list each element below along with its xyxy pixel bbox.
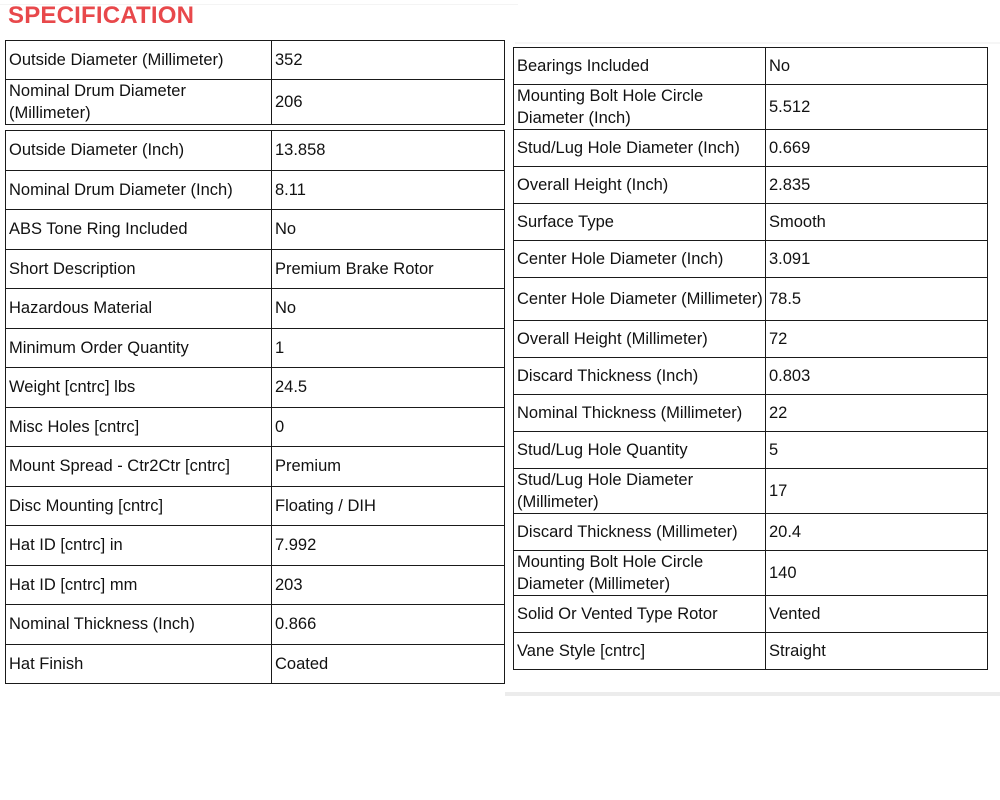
spec-label: Nominal Drum Diameter (Inch) [6, 170, 272, 210]
table-row [6, 41, 505, 80]
table-row [6, 328, 505, 368]
table-row [6, 289, 505, 329]
spec-label: Stud/Lug Hole Quantity [514, 432, 766, 469]
spec-label: Minimum Order Quantity [6, 328, 272, 368]
spec-label: Discard Thickness (Inch) [514, 358, 766, 395]
spec-label: Mounting Bolt Hole Circle Diameter (Millimeter) [514, 551, 766, 596]
table-row [514, 469, 988, 514]
spec-value: No [766, 48, 988, 85]
right-table-bottom-rule [505, 692, 1000, 696]
spec-value: 203 [272, 565, 505, 605]
table-row [514, 241, 988, 278]
specification-heading: SPECIFICATION [8, 2, 195, 29]
spec-label: Overall Height (Millimeter) [514, 321, 766, 358]
table-row [514, 358, 988, 395]
table-row [514, 596, 988, 633]
spec-value: 17 [766, 469, 988, 514]
spec-value: 22 [766, 395, 988, 432]
spec-value: 72 [766, 321, 988, 358]
spec-label: Misc Holes [cntrc] [6, 407, 272, 447]
table-row [6, 210, 505, 250]
table-row [514, 432, 988, 469]
spec-label: Mounting Bolt Hole Circle Diameter (Inch) [514, 85, 766, 130]
spec-value: Floating / DIH [272, 486, 505, 526]
table-row [514, 48, 988, 85]
left-spec-table-body [5, 130, 505, 684]
table-row [6, 80, 505, 125]
spec-value: 5.512 [766, 85, 988, 130]
spec-label: Center Hole Diameter (Inch) [514, 241, 766, 278]
table-row [6, 447, 505, 487]
spec-label: Hat Finish [6, 644, 272, 684]
table-row [6, 486, 505, 526]
table-row [514, 551, 988, 596]
spec-label: ABS Tone Ring Included [6, 210, 272, 250]
spec-label: Outside Diameter (Inch) [6, 131, 272, 171]
spec-label: Nominal Thickness (Millimeter) [514, 395, 766, 432]
spec-value: 140 [766, 551, 988, 596]
spec-label: Weight [cntrc] lbs [6, 368, 272, 408]
spec-value: 0.669 [766, 130, 988, 167]
spec-value: No [272, 289, 505, 329]
table-row [514, 395, 988, 432]
table-row [6, 407, 505, 447]
table-row [6, 526, 505, 566]
spec-value: 206 [272, 80, 505, 125]
spec-value: 2.835 [766, 167, 988, 204]
table-row [6, 605, 505, 645]
table-row [514, 204, 988, 241]
table-row [514, 167, 988, 204]
table-row [514, 85, 988, 130]
table-row [6, 249, 505, 289]
spec-label: Stud/Lug Hole Diameter (Inch) [514, 130, 766, 167]
spec-label: Solid Or Vented Type Rotor [514, 596, 766, 633]
left-spec-table [5, 40, 505, 125]
spec-value: 13.858 [272, 131, 505, 171]
spec-label: Short Description [6, 249, 272, 289]
spec-label: Stud/Lug Hole Diameter (Millimeter) [514, 469, 766, 514]
spec-value: 5 [766, 432, 988, 469]
table-row [6, 368, 505, 408]
table-row [514, 278, 988, 321]
spec-label: Overall Height (Inch) [514, 167, 766, 204]
spec-value: Coated [272, 644, 505, 684]
spec-value: Premium [272, 447, 505, 487]
spec-label: Surface Type [514, 204, 766, 241]
spec-value: Vented [766, 596, 988, 633]
spec-label: Bearings Included [514, 48, 766, 85]
table-row [6, 170, 505, 210]
spec-value: 20.4 [766, 514, 988, 551]
spec-label: Hazardous Material [6, 289, 272, 329]
spec-label: Nominal Thickness (Inch) [6, 605, 272, 645]
spec-value: 3.091 [766, 241, 988, 278]
spec-label: Outside Diameter (Millimeter) [6, 41, 272, 80]
right-table-top-rule [515, 42, 1000, 44]
table-row [514, 514, 988, 551]
spec-value: 352 [272, 41, 505, 80]
spec-label: Hat ID [cntrc] mm [6, 565, 272, 605]
spec-label: Disc Mounting [cntrc] [6, 486, 272, 526]
table-row [6, 131, 505, 171]
spec-value: 78.5 [766, 278, 988, 321]
spec-label: Center Hole Diameter (Millimeter) [514, 278, 766, 321]
spec-value: 0.866 [272, 605, 505, 645]
spec-value: 0 [272, 407, 505, 447]
table-row [6, 565, 505, 605]
spec-value: Smooth [766, 204, 988, 241]
spec-value: Premium Brake Rotor [272, 249, 505, 289]
spec-label: Hat ID [cntrc] in [6, 526, 272, 566]
spec-label: Nominal Drum Diameter (Millimeter) [6, 80, 272, 125]
table-row [514, 321, 988, 358]
table-row [514, 130, 988, 167]
spec-value: 8.11 [272, 170, 505, 210]
spec-value: 1 [272, 328, 505, 368]
spec-value: 0.803 [766, 358, 988, 395]
spec-value: No [272, 210, 505, 250]
spec-value: 7.992 [272, 526, 505, 566]
spec-label: Discard Thickness (Millimeter) [514, 514, 766, 551]
spec-label: Mount Spread - Ctr2Ctr [cntrc] [6, 447, 272, 487]
spec-value: Straight [766, 633, 988, 670]
table-row [6, 644, 505, 684]
spec-label: Vane Style [cntrc] [514, 633, 766, 670]
spec-value: 24.5 [272, 368, 505, 408]
right-spec-table [513, 47, 988, 670]
table-row [514, 633, 988, 670]
